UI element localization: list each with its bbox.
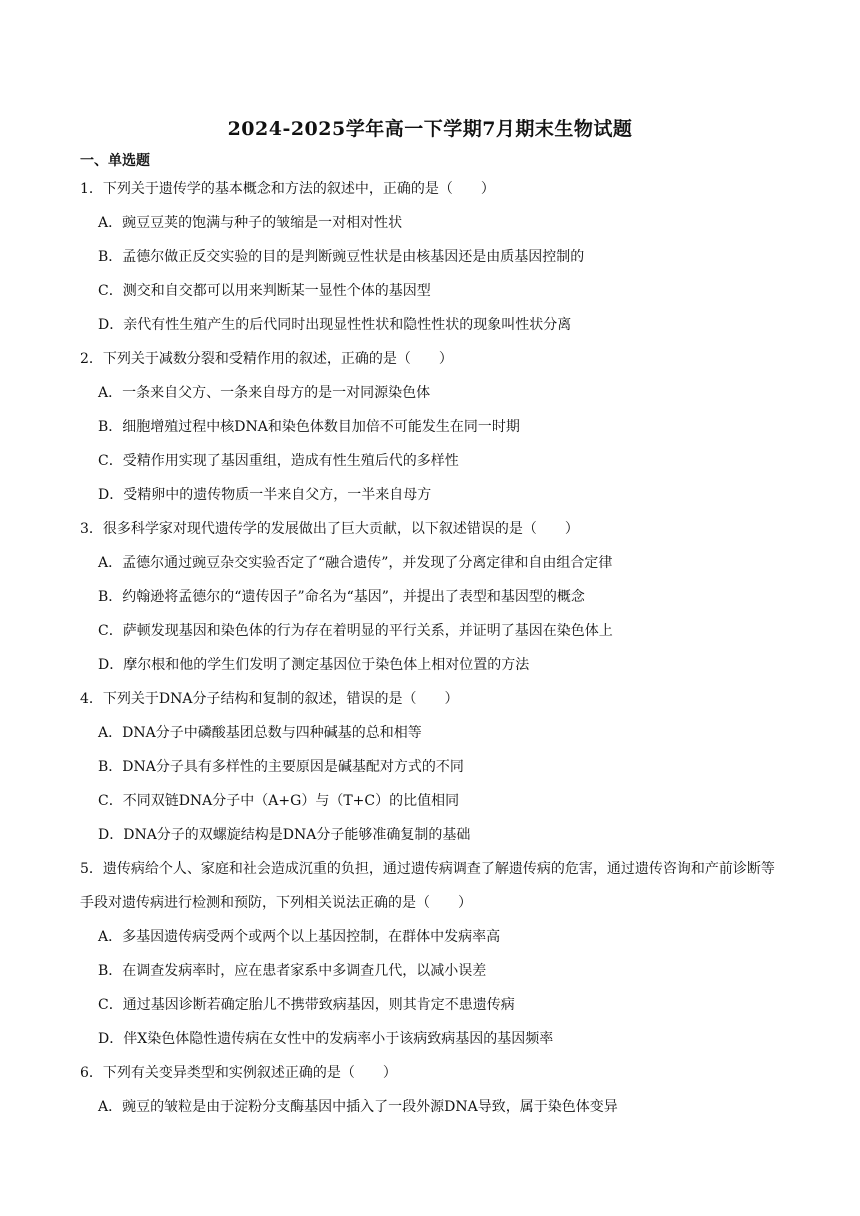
page-title: 2024-2025学年高一下学期7月期末生物试题	[227, 118, 633, 140]
option-c: C．萨顿发现基因和染色体的行为存在着明显的平行关系，并证明了基因在染色体上	[98, 623, 613, 639]
option-d: D．伴X染色体隐性遗传病在女性中的发病率小于该病致病基因的基因频率	[98, 1031, 554, 1047]
option-c: C．通过基因诊断若确定胎儿不携带致病基因，则其肯定不患遗传病	[98, 997, 515, 1013]
option-b: B．约翰逊将孟德尔的“遗传因子”命名为“基因”，并提出了表型和基因型的概念	[98, 589, 585, 605]
option-d: D．亲代有性生殖产生的后代同时出现显性性状和隐性性状的现象叫性状分离	[98, 317, 572, 333]
question-stem: 4．下列关于DNA分子结构和复制的叙述，错误的是（ ）	[80, 691, 459, 707]
option-a: A．豌豆豆荚的饱满与种子的皱缩是一对相对性状	[98, 215, 403, 231]
question-stem: 6．下列有关变异类型和实例叙述正确的是（ ）	[80, 1065, 397, 1081]
option-d: D．受精卵中的遗传物质一半来自父方，一半来自母方	[98, 487, 432, 503]
question-stem: 5．遗传病给个人、家庭和社会造成沉重的负担，通过遗传病调查了解遗传病的危害，通过遗传咨询和产前诊断等手段对遗传病进行检测和预防，下列相关说法正确的是（ ）	[80, 861, 775, 911]
option-c: C．受精作用实现了基因重组，造成有性生殖后代的多样性	[98, 453, 459, 469]
question-3	[80, 512, 780, 682]
option-b: B．细胞增殖过程中核DNA和染色体数目加倍不可能发生在同一时期	[98, 419, 520, 435]
option-c: C．不同双链DNA分子中（A+G）与（T+C）的比值相同	[98, 793, 460, 809]
option-a: A．孟德尔通过豌豆杂交实验否定了“融合遗传”，并发现了分离定律和自由组合定律	[98, 555, 613, 571]
option-d: D．摩尔根和他的学生们发明了测定基因位于染色体上相对位置的方法	[98, 657, 530, 673]
question-stem: 2．下列关于减数分裂和受精作用的叙述，正确的是（ ）	[80, 351, 453, 367]
option-c: C．测交和自交都可以用来判断某一显性个体的基因型	[98, 283, 431, 299]
question-1	[80, 172, 780, 342]
option-a: A．豌豆的皱粒是由于淀粉分支酶基因中插入了一段外源DNA导致，属于染色体变异	[98, 1099, 618, 1115]
option-b: B．在调查发病率时，应在患者家系中多调查几代，以减小误差	[98, 963, 487, 979]
question-6	[80, 1056, 780, 1124]
option-a: A．一条来自父方、一条来自母方的是一对同源染色体	[98, 385, 431, 401]
question-2	[80, 342, 780, 512]
question-4	[80, 682, 780, 852]
option-a: A．多基因遗传病受两个或两个以上基因控制，在群体中发病率高	[98, 929, 501, 945]
option-b: B．DNA分子具有多样性的主要原因是碱基配对方式的不同	[98, 759, 464, 775]
option-b: B．孟德尔做正反交实验的目的是判断豌豆性状是由核基因还是由质基因控制的	[98, 249, 585, 265]
option-d: D．DNA分子的双螺旋结构是DNA分子能够准确复制的基础	[98, 827, 471, 843]
section-heading: 一、单选题	[80, 153, 150, 169]
option-a: A．DNA分子中磷酸基团总数与四种碱基的总和相等	[98, 725, 422, 741]
question-5	[80, 852, 780, 1056]
question-list	[80, 172, 780, 1124]
question-stem: 3．很多科学家对现代遗传学的发展做出了巨大贡献，以下叙述错误的是（ ）	[80, 521, 579, 537]
question-stem: 1．下列关于遗传学的基本概念和方法的叙述中，正确的是（ ）	[80, 181, 495, 197]
